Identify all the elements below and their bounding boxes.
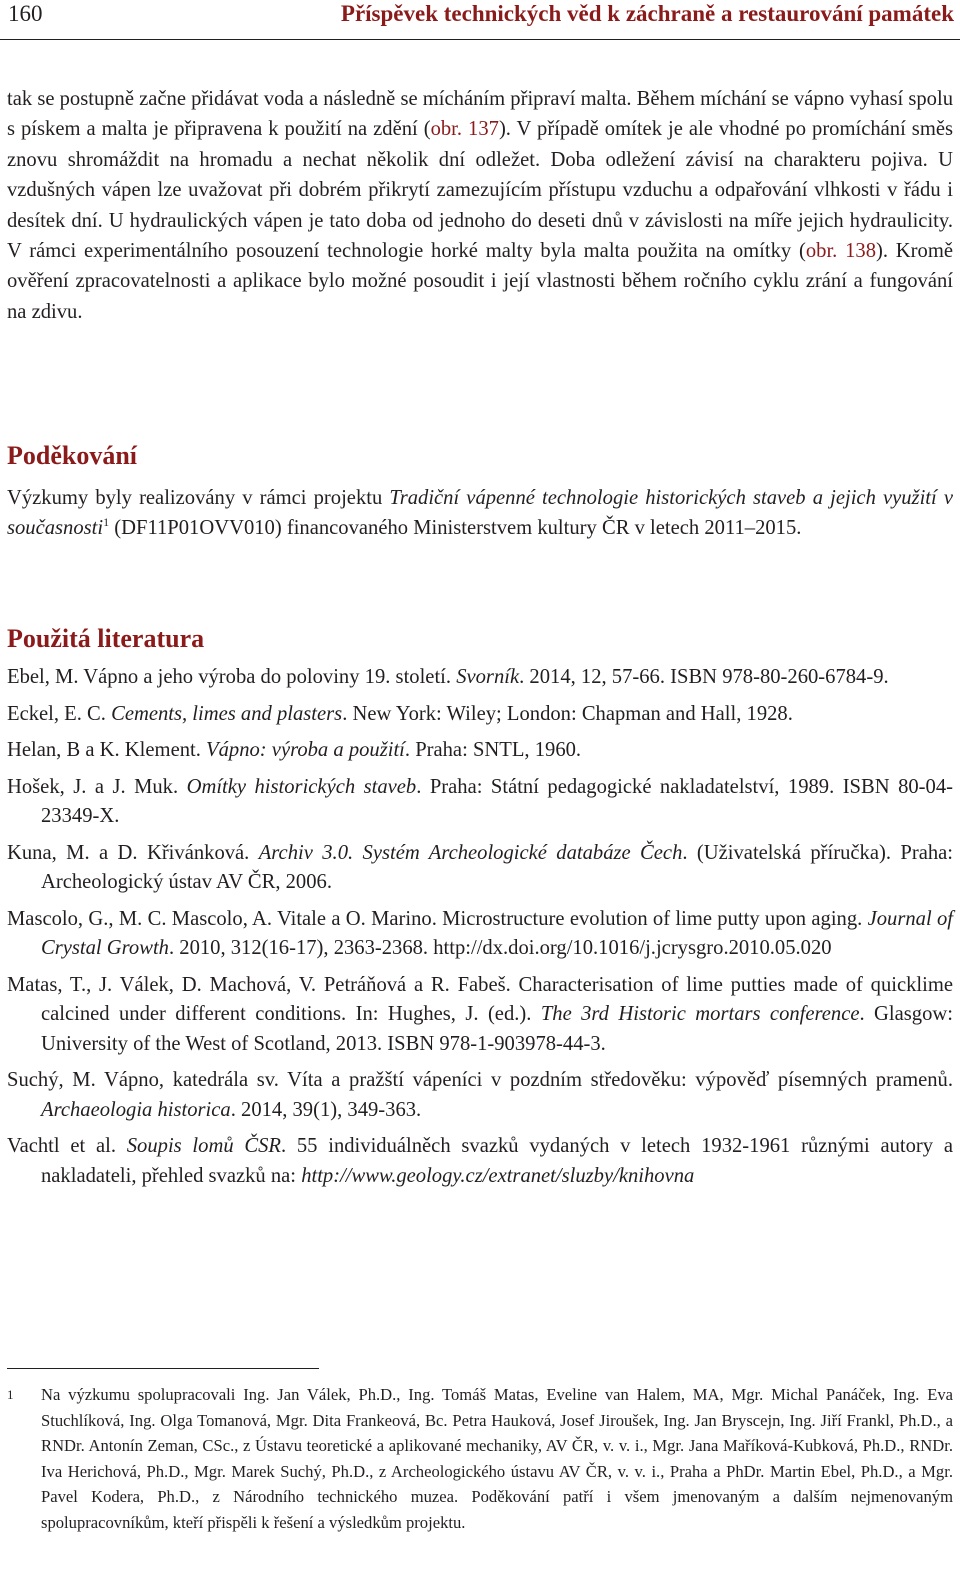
intro-paragraph: [7, 84, 953, 327]
acknowledgement-section: [7, 483, 953, 544]
footnote-text: Na výzkumu spolupracovali Ing. Jan Válek, Ph.D., Ing. Tomáš Matas, Eveline van Halem, MA, Mgr. Michal Panáček, Ing. Eva Stuchlíková, Ing. Olga Tomanová, Mgr. Dita Frankeová, Bc. Petra Hauková, Josef Jiroušek, Ing. Jan Bryscejn, Ing. Jiří Frankl, Ph.D., a RNDr. Antonín Zeman, CSc., z Ústavu teoretické a aplikované mechaniky, AV ČR, v. v. i., Mgr. Jana Maříková-Kubková, Ph.D., RNDr. Iva Herichová, Ph.D., Mgr. Marek Suchý, Ph.D., z Archeologického ústavu AV ČR, v. v. i., Praha a PhDr. Martin Ebel, Ph.D., a Mgr. Pavel Kodera, Ph.D., z Národního technického muzea. Poděkování patří i všem jmenovaným a dalším nejmenovaným spolupracovníkům, kteří přispěli k řešení a výsledkům projektu.: [41, 1385, 953, 1532]
entry-text: . Praha: Státní pedagogické nakladatelství, 1989. ISBN 80-04-23349-X.: [41, 775, 953, 827]
running-header: [0, 0, 960, 42]
footnote: [7, 1382, 953, 1536]
bibliography-entry: [7, 905, 953, 964]
intro-text-1: tak se postupně začne přidávat voda a následně se mícháním připraví malta. Během míchání se vápno vyhasí spolu s pískem a malta je připravena k použití na zdění (: [7, 88, 953, 141]
entry-text: . Glasgow: University of the West of Scotland, 2013. ISBN 978-1-903978-44-3.: [41, 1003, 953, 1055]
bibliography-entry: [7, 971, 953, 1060]
intro-section: [7, 84, 953, 327]
entry-text: . New York: Wiley; London: Chapman and Hall, 1928.: [342, 702, 793, 725]
entry-text: Mascolo, G., M. C. Mascolo, A. Vitale a O. Marino. Microstructure evolution of lime putty upon aging.: [7, 907, 868, 930]
entry-text: . 55 individuálněch svazků vydaných v letech 1932-1961 různými autory a nakladateli, přehled svazků na:: [41, 1135, 953, 1187]
running-title: Příspěvek technických věd k záchraně a restaurování památek: [340, 1, 954, 26]
figure-reference-137: obr. 137: [430, 118, 499, 141]
bibliography-entry: [7, 1132, 953, 1191]
literature-heading: Použitá literatura: [7, 624, 205, 653]
bibliography-entry: [7, 700, 953, 730]
entry-text: Helan, B a K. Klement.: [7, 739, 207, 761]
acknowledgement-text-2: (DF11P01OVV010) financovaného Ministerstvem kultury ČR v letech 2011–2015.: [109, 517, 802, 540]
entry-text: . 2014, 12, 57-66. ISBN 978-80-260-6784-9.: [519, 666, 889, 688]
bibliography-entry: [7, 773, 953, 832]
entry-title-italic: The 3rd Historic mortars conference: [540, 1003, 860, 1025]
bibliography-entry: [7, 839, 953, 898]
entry-title-italic: Journal of Crystal Growth: [41, 907, 953, 959]
bibliography-list: [7, 663, 953, 1198]
intro-text-3: ). Kromě ověření zpracovatelnosti a aplikace bylo možné posoudit i její vlastnosti během ročního cyklu zrání a fungování na zdivu.: [7, 240, 953, 323]
entry-title-italic: Soupis lomů ČSR: [126, 1135, 281, 1157]
entry-text: Ebel, M. Vápno a jeho výroba do poloviny 19. století.: [7, 666, 457, 688]
bibliography-entry: [7, 736, 953, 766]
entry-title-italic: Svorník: [456, 666, 520, 688]
entry-text: . Praha: SNTL, 1960.: [404, 739, 582, 761]
entry-title-italic: Vápno: výroba a použití: [206, 739, 405, 761]
entry-text: Vachtl et al.: [7, 1135, 127, 1157]
entry-text: . 2014, 39(1), 349-363.: [230, 1098, 422, 1121]
intro-text-2: ). V případě omítek je ale vhodné po promíchání směs znovu shromáždit na hromadu a nechat několik dní odležet. Doba odležení závisí na charakteru pojiva. U vzdušných vápen lze uvažovat při dobrém přikrytí zamezujícím přístupu vzduchu a odpařování vlhkosti v řádu i desítek dní. U hydraulických vápen je tato doba od jednoho do deseti dnů v závislosti na míře jejich hydraulicity. V rámci experimentálního posouzení technologie horké malty byla malta použita na omítky (: [7, 118, 953, 263]
figure-reference-138: obr. 138: [805, 240, 876, 263]
project-title: Tradiční vápenné technologie historických staveb a jejich využití v současnosti: [7, 487, 953, 540]
entry-text: Hošek, J. a J. Muk.: [7, 775, 187, 798]
entry-text: Matas, T., J. Válek, D. Machová, V. Petráňová a R. Fabeš. Characterisation of lime putties made of quicklime calcined under different conditions. In: Hughes, J. (ed.).: [7, 973, 953, 1025]
entry-text: Eckel, E. C.: [7, 702, 112, 725]
entry-title-italic: Cements, limes and plasters: [111, 702, 343, 725]
header-rule: [0, 39, 960, 40]
acknowledgement-heading: Poděkování: [7, 441, 138, 470]
entry-text: . (Uživatelská příručka). Praha: Archeologický ústav AV ČR, 2006.: [41, 841, 953, 893]
entry-text: Kuna, M. a D. Křivánková.: [7, 841, 259, 864]
acknowledgement-paragraph: [7, 483, 953, 544]
acknowledgement-text-1: Výzkumy byly realizovány v rámci projektu: [7, 487, 390, 509]
entry-title-italic: Archaeologia historica: [41, 1098, 231, 1121]
footnote-reference: 1: [103, 515, 110, 530]
bibliography-entry: [7, 1066, 953, 1125]
entry-url-italic: http://www.geology.cz/extranet/sluzby/knihovna: [301, 1164, 695, 1187]
entry-text: . 2010, 312(16-17), 2363-2368. http://dx.doi.org/10.1016/j.jcrysgro.2010.05.020: [168, 937, 832, 959]
entry-title-italic: Archiv 3.0. Systém Archeologické databáze Čech: [258, 841, 683, 864]
entry-text: Suchý, M. Vápno, katedrála sv. Víta a pražští vápeníci v pozdním středověku: výpověď písemných pramenů.: [7, 1069, 953, 1091]
entry-title-italic: Omítky historických staveb: [186, 775, 417, 798]
page-number: 160: [8, 1, 43, 26]
footnote-mark: 1: [7, 1387, 14, 1402]
footnote-rule: [7, 1368, 319, 1369]
bibliography-entry: [7, 663, 953, 693]
